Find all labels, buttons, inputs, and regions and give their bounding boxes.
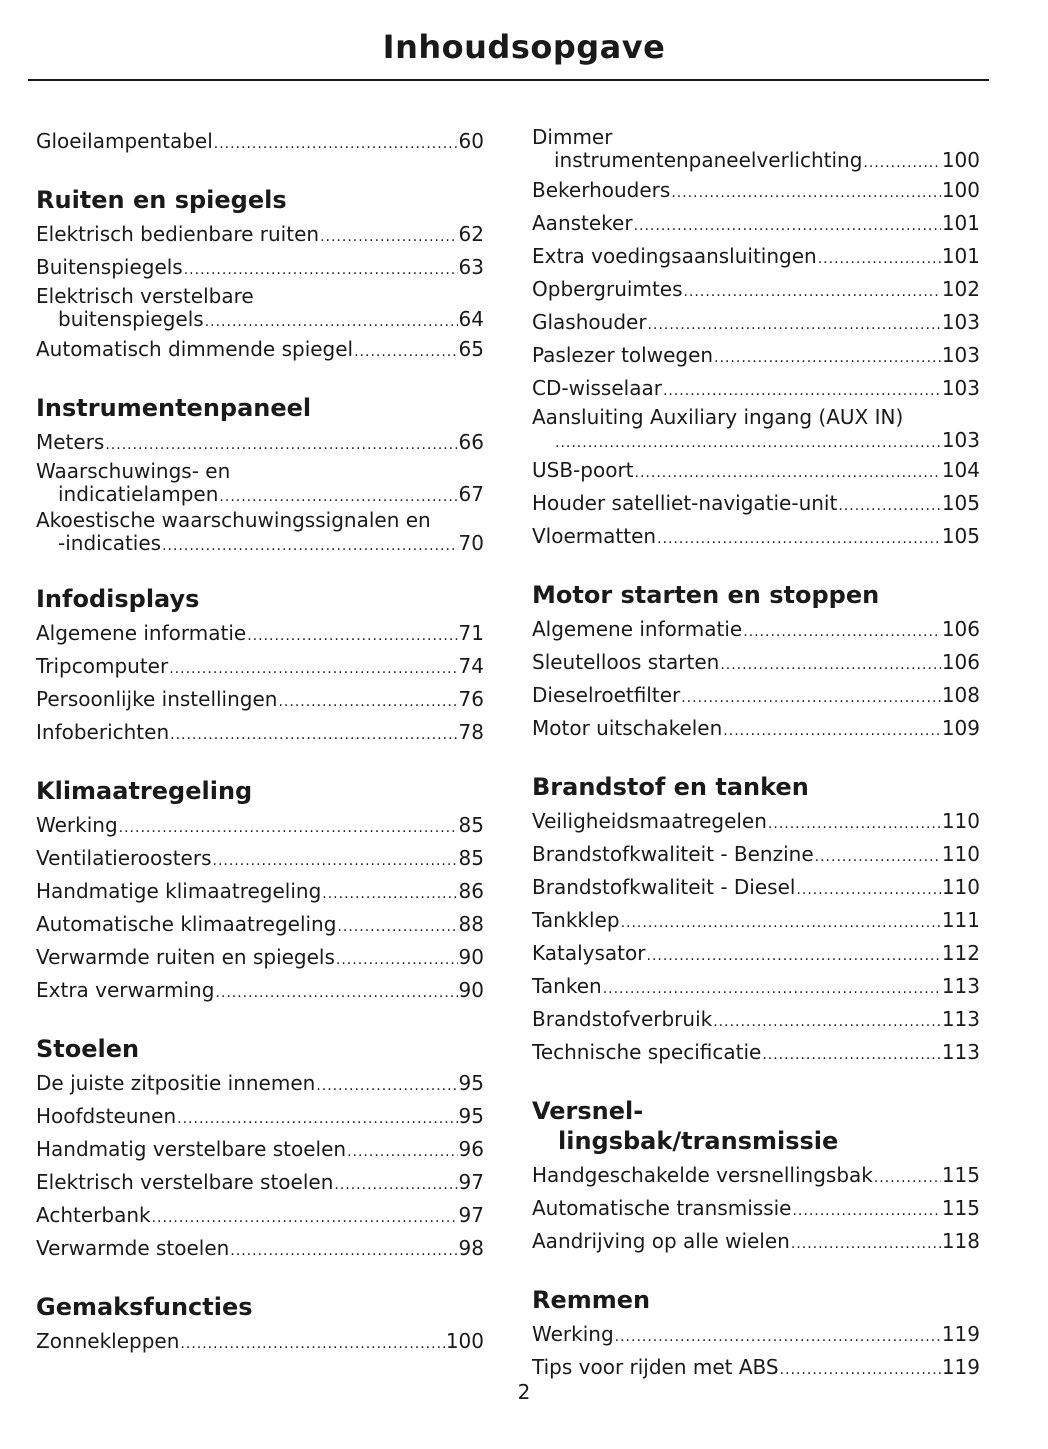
toc-entry-label: Extra voedingsaansluitingen: [532, 244, 817, 268]
toc-section: [36, 1292, 484, 1359]
toc-entry-label: Aansteker: [532, 211, 633, 235]
toc-entry-line: [36, 942, 484, 975]
toc-entry-line: [532, 680, 980, 713]
toc-page-number: 103: [941, 343, 980, 367]
dot-leader: [648, 310, 941, 340]
toc-page-number: 115: [941, 1163, 980, 1187]
toc-entry-label: Aansluiting Auxiliary ingang (AUX IN): [532, 405, 904, 429]
toc-entry[interactable]: [532, 126, 980, 175]
toc-page-number: 113: [941, 1007, 980, 1031]
toc-column-left: [36, 126, 484, 1385]
dot-leader: [336, 945, 458, 975]
toc-page-number: 97: [458, 1203, 484, 1227]
dot-leader: [671, 178, 941, 208]
toc-page-number: 88: [458, 912, 484, 936]
dot-leader: [815, 842, 941, 872]
toc-page-number: 119: [941, 1355, 980, 1379]
dot-leader: [230, 1236, 457, 1266]
toc-entry-label: Paslezer tolwegen: [532, 343, 714, 367]
toc-entry-line: [532, 1226, 980, 1259]
toc-section: [532, 126, 980, 554]
toc-page-number: 110: [941, 842, 980, 866]
toc-section: [36, 1034, 484, 1266]
toc-entry-label: Ventilatieroosters: [36, 846, 212, 870]
toc-section: [532, 1285, 980, 1385]
toc-entry-label: Achterbank: [36, 1203, 151, 1227]
toc-entry-line: [532, 905, 980, 938]
dot-leader: [714, 343, 941, 373]
toc-entry-label: Werking: [36, 813, 118, 837]
toc-entry-line: [532, 938, 980, 971]
toc-page-number: 76: [458, 687, 484, 711]
toc-entry-line: [532, 274, 980, 307]
toc-entry-label: Automatische transmissie: [532, 1196, 792, 1220]
dot-leader: [791, 1229, 941, 1259]
toc-page-number: 100: [941, 178, 980, 202]
title-divider: [28, 79, 989, 81]
toc-entry-line: [36, 618, 484, 651]
toc-entry-line: [532, 839, 980, 872]
toc-entry-label: Katalysator: [532, 941, 646, 965]
toc-entry-line: [36, 1200, 484, 1233]
toc-entry[interactable]: [532, 905, 980, 938]
toc-entry[interactable]: [36, 509, 484, 558]
dot-leader: [863, 151, 940, 175]
toc-entry[interactable]: [36, 334, 484, 367]
toc-page-number: 108: [941, 683, 980, 707]
toc-page-number: 118: [941, 1229, 980, 1253]
toc-entry-label: Zonnekleppen: [36, 1329, 180, 1353]
dot-leader: [334, 1170, 457, 1200]
toc-entry[interactable]: [36, 1326, 484, 1359]
toc-entry-label: Automatische klimaatregeling: [36, 912, 337, 936]
dot-leader: [337, 912, 457, 942]
toc-entry[interactable]: [532, 680, 980, 713]
toc-entry[interactable]: [36, 252, 484, 285]
toc-entry-line: [532, 1037, 980, 1070]
dot-leader: [247, 621, 457, 651]
toc-entry-label: Vloermatten: [532, 524, 657, 548]
toc-entry-label: Verwarmde stoelen: [36, 1236, 230, 1260]
toc-entry[interactable]: [36, 219, 484, 252]
toc-page-number: 70: [458, 531, 484, 555]
section-title: Versnel-: [532, 1097, 644, 1125]
toc-entry-line: [36, 1134, 484, 1167]
toc-entry-line: [532, 971, 980, 1004]
toc-entry[interactable]: [532, 208, 980, 241]
toc-page-number: 105: [941, 491, 980, 515]
toc-entry-line: [36, 876, 484, 909]
toc-entry-label: Infoberichten: [36, 720, 170, 744]
dot-leader: [162, 534, 457, 558]
toc-page-number: 100: [941, 148, 980, 172]
toc-entry[interactable]: [532, 175, 980, 208]
section-title: Klimaatregeling: [36, 777, 253, 805]
toc-entry-label: Elektrisch verstelbare stoelen: [36, 1170, 334, 1194]
toc-entry-label: CD-wisselaar: [532, 376, 662, 400]
toc-page-number: 85: [458, 846, 484, 870]
toc-entry-label: Aandrijving op alle wielen: [532, 1229, 790, 1253]
toc-entry-line: [532, 208, 980, 241]
dot-leader: [684, 277, 941, 307]
toc-page-number: 60: [458, 129, 484, 153]
toc-entry-line: [36, 684, 484, 717]
toc-entry-line: [532, 455, 980, 488]
toc-entry-line: [532, 428, 980, 455]
toc-entry-label: Brandstofverbruik: [532, 1007, 713, 1031]
dot-leader: [657, 524, 941, 554]
toc-entry-line: [36, 252, 484, 285]
toc-page-number: 110: [941, 809, 980, 833]
dot-leader: [105, 430, 457, 460]
toc-entry-label: Extra verwarming: [36, 978, 215, 1002]
dot-leader: [647, 941, 941, 971]
dot-leader: [214, 129, 458, 159]
toc-entry-label: Tips voor rijden met ABS: [532, 1355, 779, 1379]
toc-page-number: 101: [941, 211, 980, 235]
toc-entry-line: [36, 334, 484, 367]
dot-leader: [621, 908, 941, 938]
dot-leader: [219, 485, 457, 509]
dot-leader: [213, 846, 458, 876]
section-title: Gemaksfuncties: [36, 1293, 253, 1321]
toc-entry-line: [532, 1319, 980, 1352]
toc-entry-label: Akoestische waarschuwingssignalen en: [36, 508, 431, 532]
dot-leader: [180, 1329, 444, 1359]
toc-entry-line: [532, 241, 980, 274]
dot-leader: [681, 683, 941, 713]
toc-entry[interactable]: [36, 942, 484, 975]
toc-entry-line: [532, 1004, 980, 1037]
toc-page-number: 71: [458, 621, 484, 645]
dot-leader: [347, 1137, 457, 1167]
toc-entry-line: [532, 373, 980, 406]
toc-entry[interactable]: [532, 488, 980, 521]
dot-leader: [354, 337, 457, 367]
toc-entry-line: [532, 1193, 980, 1226]
toc-entry-label: Motor uitschakelen: [532, 716, 723, 740]
toc-page-number: 64: [458, 307, 484, 331]
dot-leader: [169, 654, 457, 684]
toc-entry-line: [532, 1160, 980, 1193]
toc-entry[interactable]: [532, 971, 980, 1004]
dot-leader: [119, 813, 458, 843]
toc-entry[interactable]: [532, 307, 980, 340]
toc-page-number: 85: [458, 813, 484, 837]
dot-leader: [184, 255, 458, 285]
toc-entry[interactable]: [532, 406, 980, 455]
toc-entry-line: [532, 614, 980, 647]
toc-section: [36, 126, 484, 159]
dot-leader: [838, 491, 940, 521]
toc-entry-label: Bekerhouders: [532, 178, 671, 202]
toc-entry[interactable]: [36, 285, 484, 334]
toc-entry-label: Algemene informatie: [36, 621, 247, 645]
dot-leader: [792, 1196, 940, 1226]
section-title: Instrumentenpaneel: [36, 394, 312, 422]
toc-entry-line: [532, 488, 980, 521]
toc-entry[interactable]: [532, 1193, 980, 1226]
toc-entry[interactable]: [532, 1160, 980, 1193]
toc-page-number: 66: [458, 430, 484, 454]
toc-page-number: 103: [941, 310, 980, 334]
section-title-continued: lingsbak/transmissie: [558, 1127, 839, 1155]
page-title: Inhoudsopgave: [382, 28, 666, 66]
dot-leader: [320, 222, 457, 252]
toc-entry[interactable]: [36, 909, 484, 942]
toc-entry[interactable]: [36, 427, 484, 460]
toc-column-right: [532, 126, 980, 1411]
toc-section: [36, 776, 484, 1008]
toc-page-number: 95: [458, 1071, 484, 1095]
section-title: Brandstof en tanken: [532, 773, 809, 801]
toc-page-number: 65: [458, 337, 484, 361]
toc-entry[interactable]: [36, 1233, 484, 1266]
toc-entry-label: Hoofdsteunen: [36, 1104, 177, 1128]
toc-page-number: 86: [458, 879, 484, 903]
dot-leader: [723, 716, 941, 746]
toc-page-number: 105: [941, 524, 980, 548]
toc-section: [532, 580, 980, 746]
toc-entry[interactable]: [532, 1319, 980, 1352]
toc-entry-label: Automatisch dimmende spiegel: [36, 337, 354, 361]
toc-entry-line: [36, 1326, 484, 1359]
toc-entry-label: Meters: [36, 430, 105, 454]
toc-entry-line: [36, 651, 484, 684]
toc-page-number: 101: [941, 244, 980, 268]
toc-section: [36, 584, 484, 750]
toc-entry-label: Handmatige klimaatregeling: [36, 879, 322, 903]
toc-entry[interactable]: [36, 1200, 484, 1233]
toc-entry-label: Dimmer: [532, 125, 613, 149]
page-number: 2: [517, 1380, 531, 1404]
toc-entry-label: Handgeschakelde versnellingsbak: [532, 1163, 873, 1187]
toc-entry-label: -indicaties: [58, 531, 162, 555]
toc-entry[interactable]: [532, 1004, 980, 1037]
toc-entry[interactable]: [36, 618, 484, 651]
toc-entry[interactable]: [532, 872, 980, 905]
toc-page-number: 62: [458, 222, 484, 246]
toc-entry-label: USB-poort: [532, 458, 634, 482]
dot-leader: [713, 1007, 941, 1037]
toc-entry-line: [36, 427, 484, 460]
dot-leader: [720, 650, 941, 680]
toc-entry-label: indicatielampen: [58, 482, 219, 506]
toc-page-number: 95: [458, 1104, 484, 1128]
toc-entry-label: Algemene informatie: [532, 617, 743, 641]
dot-leader: [743, 617, 941, 647]
toc-entry-label: Waarschuwings- en: [36, 459, 231, 483]
toc-entry[interactable]: [532, 1226, 980, 1259]
toc-entry-line: [36, 975, 484, 1008]
dot-leader: [555, 431, 941, 455]
toc-entry-line: [36, 1233, 484, 1266]
toc-entry[interactable]: [532, 340, 980, 373]
toc-entry-label: Glashouder: [532, 310, 647, 334]
toc-entry-label: Handmatig verstelbare stoelen: [36, 1137, 347, 1161]
toc-entry-label: Elektrisch verstelbare: [36, 284, 254, 308]
toc-entry-label: Persoonlijke instellingen: [36, 687, 278, 711]
toc-entry[interactable]: [36, 460, 484, 509]
toc-entry-label: buitenspiegels: [58, 307, 204, 331]
toc-page-number: 90: [458, 978, 484, 1002]
toc-entry-line: [532, 307, 980, 340]
toc-entry[interactable]: [36, 810, 484, 843]
toc-page-number: 96: [458, 1137, 484, 1161]
toc-entry-label: Veiligheidsmaatregelen: [532, 809, 767, 833]
dot-leader: [796, 875, 940, 905]
section-title: Infodisplays: [36, 585, 200, 613]
toc-page-number: 113: [941, 974, 980, 998]
toc-entry-line: [36, 1068, 484, 1101]
toc-entry-line: [36, 1101, 484, 1134]
toc-entry-label: Brandstofkwaliteit - Diesel: [532, 875, 796, 899]
dot-leader: [278, 687, 457, 717]
toc-entry[interactable]: [532, 839, 980, 872]
dot-leader: [177, 1104, 457, 1134]
dot-leader: [762, 1040, 941, 1070]
toc-entry[interactable]: [532, 806, 980, 839]
toc-page-number: 103: [941, 376, 980, 400]
toc-entry[interactable]: [36, 126, 484, 159]
section-title: Motor starten en stoppen: [532, 581, 880, 609]
toc-page-number: 74: [458, 654, 484, 678]
toc-page-number: 102: [941, 277, 980, 301]
toc-entry-line: [532, 806, 980, 839]
dot-leader: [635, 458, 941, 488]
toc-entry-label: De juiste zitpositie innemen: [36, 1071, 316, 1095]
toc-entry-label: Opbergruimtes: [532, 277, 683, 301]
dot-leader: [603, 974, 941, 1004]
toc-entry-line: [532, 713, 980, 746]
toc-entry-label: Tripcomputer: [36, 654, 169, 678]
toc-entry-label: Dieselroetfilter: [532, 683, 681, 707]
dot-leader: [322, 879, 457, 909]
toc-entry-line: [532, 872, 980, 905]
toc-entry-line: [36, 219, 484, 252]
toc-entry[interactable]: [532, 274, 980, 307]
toc-entry-label: Tanken: [532, 974, 602, 998]
toc-page-number: 104: [941, 458, 980, 482]
toc-page-number: 90: [458, 945, 484, 969]
toc-entry[interactable]: [36, 651, 484, 684]
toc-page-number: 119: [941, 1322, 980, 1346]
toc-page-number: 110: [941, 875, 980, 899]
toc-page-number: 97: [458, 1170, 484, 1194]
toc-entry[interactable]: [36, 684, 484, 717]
toc-entry[interactable]: [36, 975, 484, 1008]
toc-page-number: 106: [941, 617, 980, 641]
toc-entry-line: [36, 531, 484, 558]
toc-page-number: 109: [941, 716, 980, 740]
section-title: Stoelen: [36, 1035, 140, 1063]
toc-entry-label: Technische specificatie: [532, 1040, 762, 1064]
toc-page-number: 111: [941, 908, 980, 932]
toc-entry-line: [532, 521, 980, 554]
toc-entry-label: Verwarmde ruiten en spiegels: [36, 945, 335, 969]
toc-entry-line: [36, 810, 484, 843]
toc-entry-line: [36, 717, 484, 750]
dot-leader: [170, 720, 457, 750]
toc-page-number: 115: [941, 1196, 980, 1220]
toc-entry-line: [36, 482, 484, 509]
toc-entry-label: Buitenspiegels: [36, 255, 183, 279]
toc-page-number: 100: [445, 1329, 484, 1353]
toc-entry-label: Tankklep: [532, 908, 620, 932]
toc-entry-label: Gloeilampentabel: [36, 129, 213, 153]
dot-leader: [818, 244, 941, 274]
toc-entry[interactable]: [532, 647, 980, 680]
toc-entry[interactable]: [36, 1134, 484, 1167]
section-title: Ruiten en spiegels: [36, 186, 287, 214]
toc-section: [532, 772, 980, 1070]
section-title: Remmen: [532, 1286, 651, 1314]
toc-entry-line: [532, 148, 980, 175]
toc-entry-label: Houder satelliet-navigatie-unit: [532, 491, 838, 515]
toc-entry-line: [532, 340, 980, 373]
toc-entry[interactable]: [532, 938, 980, 971]
toc-entry[interactable]: [532, 713, 980, 746]
dot-leader: [316, 1071, 457, 1101]
toc-entry-label: Elektrisch bedienbare ruiten: [36, 222, 320, 246]
toc-entry-line: [36, 126, 484, 159]
toc-entry[interactable]: [36, 1167, 484, 1200]
dot-leader: [615, 1322, 941, 1352]
toc-entry-line: [532, 175, 980, 208]
toc-entry-line: [36, 307, 484, 334]
toc-page-number: 98: [458, 1236, 484, 1260]
toc-entry[interactable]: [36, 717, 484, 750]
toc-entry-label: instrumentenpaneelverlichting: [554, 148, 863, 172]
toc-entry-line: [36, 909, 484, 942]
toc-page-number: 78: [458, 720, 484, 744]
toc-section: [36, 185, 484, 367]
toc-entry[interactable]: [532, 241, 980, 274]
toc-page-number: 103: [941, 428, 980, 452]
dot-leader: [768, 809, 941, 839]
toc-entry[interactable]: [532, 614, 980, 647]
toc-page-number: 113: [941, 1040, 980, 1064]
dot-leader: [874, 1163, 941, 1193]
toc-entry[interactable]: [532, 1037, 980, 1070]
toc-entry-line: [532, 647, 980, 680]
dot-leader: [663, 376, 941, 406]
toc-section: [532, 1096, 980, 1259]
toc-entry[interactable]: [36, 876, 484, 909]
toc-entry-label: Werking: [532, 1322, 614, 1346]
dot-leader: [215, 978, 457, 1008]
toc-entry-line: [36, 1167, 484, 1200]
dot-leader: [634, 211, 941, 241]
toc-entry[interactable]: [532, 373, 980, 406]
toc-entry[interactable]: [532, 455, 980, 488]
toc-entry[interactable]: [532, 521, 980, 554]
toc-page-number: 63: [458, 255, 484, 279]
toc-entry[interactable]: [36, 843, 484, 876]
toc-entry[interactable]: [36, 1068, 484, 1101]
toc-page-number: 112: [941, 941, 980, 965]
toc-page-number: 106: [941, 650, 980, 674]
toc-page-number: 67: [458, 482, 484, 506]
toc-section: [36, 393, 484, 558]
toc-entry[interactable]: [36, 1101, 484, 1134]
dot-leader: [205, 310, 458, 334]
toc-entry-line: [36, 843, 484, 876]
dot-leader: [152, 1203, 458, 1233]
toc-entry-label: Brandstofkwaliteit - Benzine: [532, 842, 814, 866]
toc-entry-label: Sleutelloos starten: [532, 650, 720, 674]
